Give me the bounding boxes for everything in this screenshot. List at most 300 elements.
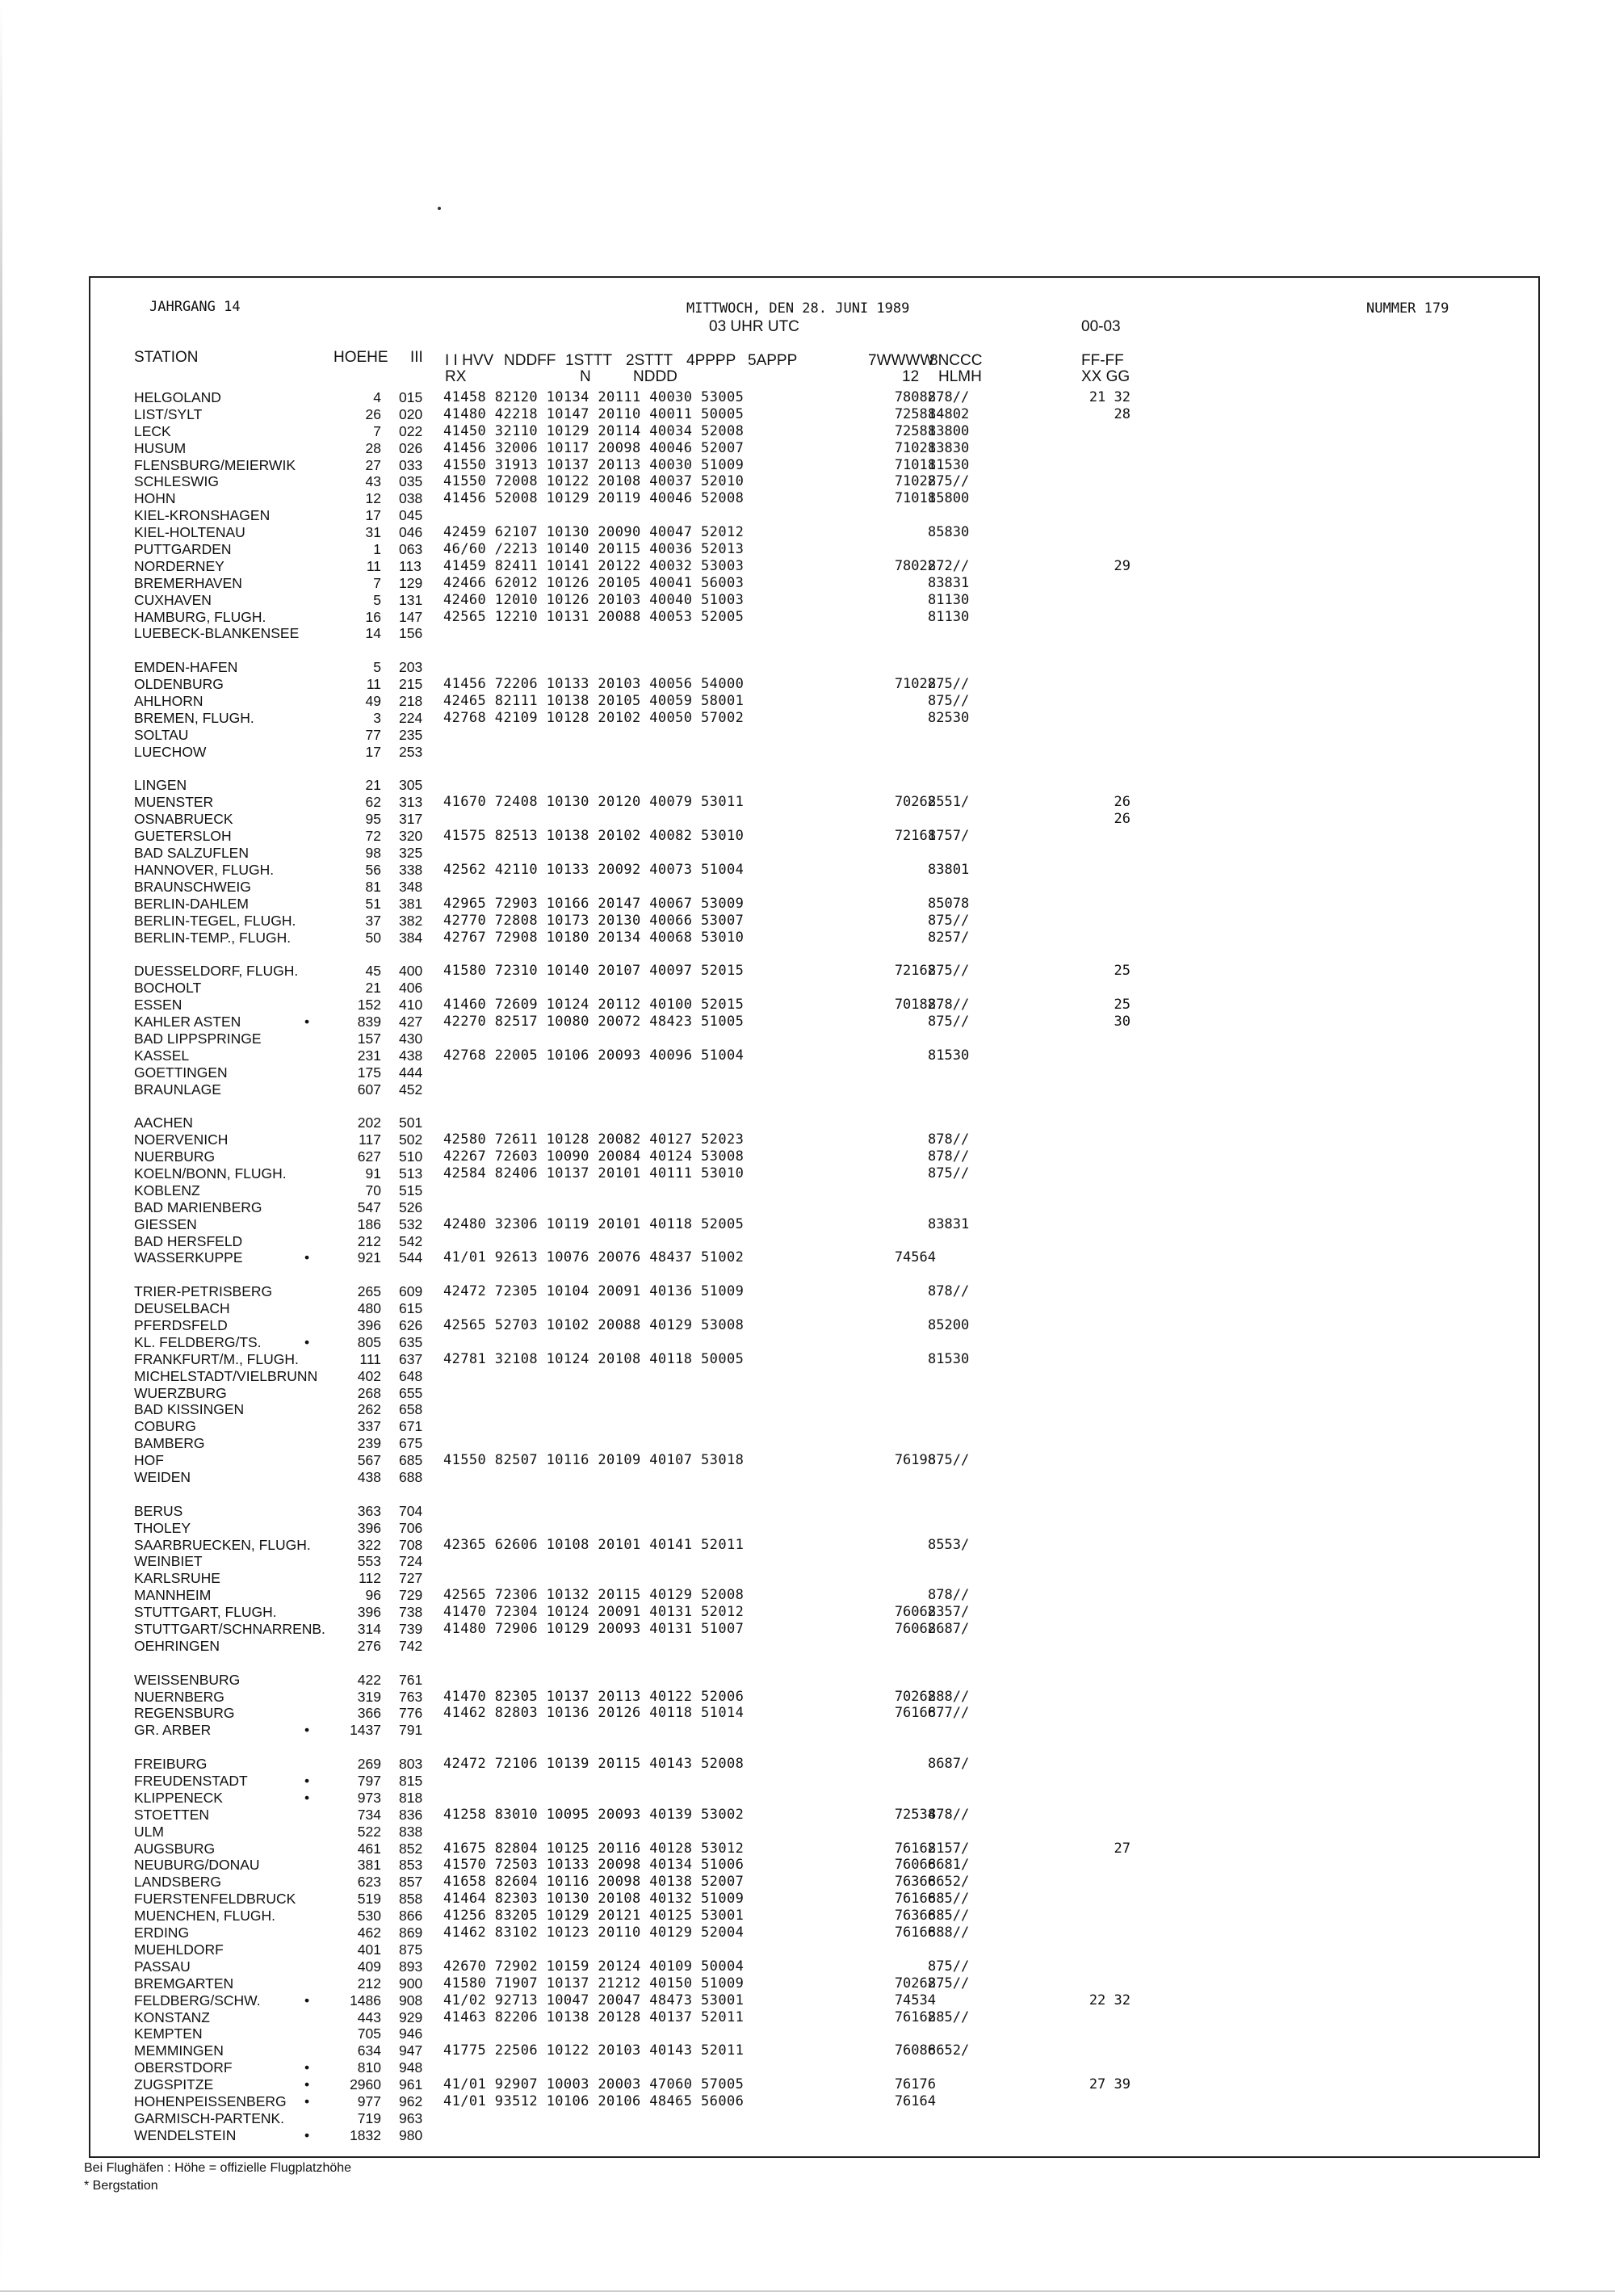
synop-groups: 41459 82411 10141 20122 40032 53003 xyxy=(443,557,745,574)
cloud-group: 81530 xyxy=(928,1350,970,1367)
table-row xyxy=(0,727,1615,744)
station-name: BREMEN, FLUGH. xyxy=(134,709,254,726)
table-row xyxy=(0,1975,1615,1992)
station-index: 218 xyxy=(399,693,423,710)
col-g5: 4PPPP xyxy=(686,352,736,369)
station-height: 28 xyxy=(365,439,381,456)
station-index: 305 xyxy=(399,777,423,794)
table-row xyxy=(0,879,1615,896)
station-height: 49 xyxy=(365,693,381,710)
station-height: 396 xyxy=(357,1519,381,1536)
synop-groups: 42584 82406 10137 20101 40111 53010 xyxy=(443,1165,745,1182)
table-row xyxy=(0,2025,1615,2042)
station-name: AHLHORN xyxy=(134,693,203,710)
cloud-group: 885// xyxy=(928,1908,970,1925)
station-index: 609 xyxy=(399,1283,423,1300)
mountain-station-marker: • xyxy=(304,1013,310,1030)
cloud-group: 8157/ xyxy=(928,1840,970,1857)
station-name: HOHENPEISSENBERG xyxy=(134,2092,287,2109)
station-height: 202 xyxy=(357,1114,381,1131)
station-name: NUERBURG xyxy=(134,1148,216,1165)
station-height: 977 xyxy=(357,2092,381,2109)
station-index: 384 xyxy=(399,929,423,946)
station-name: HUSUM xyxy=(134,439,187,456)
weather-group: 71022 xyxy=(894,473,936,490)
station-index: 962 xyxy=(399,2092,423,2109)
cloud-group: 875// xyxy=(928,676,970,693)
station-table xyxy=(0,389,1615,2144)
synop-groups: 41775 22506 10122 20103 40143 52011 xyxy=(443,2042,745,2059)
station-name: KIEL-KRONSHAGEN xyxy=(134,507,271,524)
col-g1-bottom: RX xyxy=(445,368,467,385)
station-height: 31 xyxy=(365,524,381,541)
cloud-group: 878// xyxy=(928,1148,970,1165)
station-name: KARLSRUHE xyxy=(134,1570,220,1587)
time-range: 00-03 xyxy=(1081,318,1121,335)
weather-group: 72161 xyxy=(894,828,936,845)
table-row xyxy=(0,693,1615,710)
cloud-group: 85800 xyxy=(928,490,970,507)
cloud-group: 8257/ xyxy=(928,929,970,946)
station-name: PFERDSFELD xyxy=(134,1316,228,1333)
station-index: 742 xyxy=(399,1637,423,1654)
synop-groups: 42460 12010 10126 20103 40040 51003 xyxy=(443,591,745,608)
table-row xyxy=(0,1334,1615,1351)
station-height: 72 xyxy=(365,828,381,845)
station-height: 212 xyxy=(357,1975,381,1992)
station-name: TRIER-PETRISBERG xyxy=(134,1283,273,1300)
station-height: 797 xyxy=(357,1773,381,1790)
table-row xyxy=(0,845,1615,862)
station-index: 708 xyxy=(399,1536,423,1553)
table-row xyxy=(0,997,1615,1014)
station-name: COBURG xyxy=(134,1418,196,1435)
station-name: FREUDENSTADT xyxy=(134,1773,248,1790)
station-index: 038 xyxy=(399,490,423,507)
station-height: 2960 xyxy=(350,2076,381,2093)
table-row xyxy=(0,389,1615,406)
synop-groups: 41464 82303 10130 20108 40132 51009 xyxy=(443,1891,745,1908)
station-name: NEUBURG/DONAU xyxy=(134,1857,260,1874)
station-height: 14 xyxy=(365,625,381,642)
station-height: 50 xyxy=(365,929,381,946)
station-height: 381 xyxy=(357,1857,381,1874)
station-index: 215 xyxy=(399,676,423,693)
cloud-group: 81530 xyxy=(928,456,970,473)
group-separator xyxy=(0,946,1615,963)
table-row xyxy=(0,862,1615,879)
col-n-top: 8NCCC xyxy=(929,352,983,369)
table-row xyxy=(0,1891,1615,1908)
weather-group: 70262 xyxy=(894,1688,936,1705)
station-name: GARMISCH-PARTENK. xyxy=(134,2109,285,2126)
station-index: 156 xyxy=(399,625,423,642)
station-name: OBERSTDORF xyxy=(134,2059,233,2076)
station-height: 12 xyxy=(365,490,381,507)
table-row xyxy=(0,1165,1615,1182)
station-name: KONSTANZ xyxy=(134,2008,210,2025)
footnotes xyxy=(84,2160,351,2195)
table-row xyxy=(0,2042,1615,2059)
volume-label: JAHRGANG 14 xyxy=(149,299,241,315)
station-name: KOELN/BONN, FLUGH. xyxy=(134,1165,287,1182)
table-row xyxy=(0,1604,1615,1621)
station-index: 253 xyxy=(399,743,423,760)
weather-group: 72581 xyxy=(894,422,936,439)
mountain-station-marker: • xyxy=(304,1992,310,2008)
cloud-group: 83831 xyxy=(928,574,970,591)
station-height: 95 xyxy=(365,811,381,828)
cloud-group: 875// xyxy=(928,1975,970,1992)
synop-groups: 42466 62012 10126 20105 40041 56003 xyxy=(443,574,745,591)
station-height: 276 xyxy=(357,1637,381,1654)
station-height: 1832 xyxy=(350,2126,381,2143)
station-height: 212 xyxy=(357,1232,381,1249)
station-name: REGENSBURG xyxy=(134,1705,235,1722)
table-row xyxy=(0,1030,1615,1047)
table-row xyxy=(0,828,1615,845)
station-height: 175 xyxy=(357,1064,381,1081)
group-separator xyxy=(0,1655,1615,1672)
station-name: SOLTAU xyxy=(134,726,189,743)
station-name: SAARBRUECKEN, FLUGH. xyxy=(134,1536,311,1553)
station-index: 875 xyxy=(399,1941,423,1958)
station-name: KOBLENZ xyxy=(134,1182,200,1198)
weather-group: 76066 xyxy=(894,1857,936,1874)
synop-groups: 42565 12210 10131 20088 40053 52005 xyxy=(443,608,745,625)
station-name: GOETTINGEN xyxy=(134,1064,228,1081)
station-name: HANNOVER, FLUGH. xyxy=(134,861,275,878)
station-index: 706 xyxy=(399,1519,423,1536)
station-height: 734 xyxy=(357,1806,381,1823)
station-index: 961 xyxy=(399,2076,423,2093)
synop-groups: 42465 82111 10138 20105 40059 58001 xyxy=(443,693,745,710)
station-height: 1486 xyxy=(350,1992,381,2008)
station-index: 320 xyxy=(399,828,423,845)
table-row xyxy=(0,913,1615,930)
station-index: 147 xyxy=(399,608,423,625)
station-name: GUETERSLOH xyxy=(134,828,232,845)
station-height: 480 xyxy=(357,1300,381,1317)
station-name: MUEHLDORF xyxy=(134,1941,224,1958)
synop-groups: 41/01 93512 10106 20106 48465 56006 xyxy=(443,2092,745,2109)
station-name: KEMPTEN xyxy=(134,2025,203,2042)
table-row xyxy=(0,524,1615,541)
station-height: 607 xyxy=(357,1081,381,1098)
col-n-bottom: HLMH xyxy=(938,368,982,385)
station-index: 045 xyxy=(399,507,423,524)
synop-groups: 41670 72408 10130 20120 40079 53011 xyxy=(443,794,745,811)
synop-groups: 42580 72611 10128 20082 40127 52023 xyxy=(443,1131,745,1148)
cloud-group: 83800 xyxy=(928,422,970,439)
station-index: 544 xyxy=(399,1249,423,1266)
station-name: NORDERNEY xyxy=(134,557,224,574)
station-name: FLENSBURG/MEIERWIK xyxy=(134,456,296,473)
station-name: CUXHAVEN xyxy=(134,591,212,608)
station-index: 501 xyxy=(399,1114,423,1131)
weather-group: 71021 xyxy=(894,439,936,456)
station-height: 37 xyxy=(365,912,381,929)
station-height: 7 xyxy=(373,422,381,439)
station-height: 366 xyxy=(357,1705,381,1722)
station-name: KLIPPENECK xyxy=(134,1789,223,1806)
synop-groups: 41675 82804 10125 20116 40128 53012 xyxy=(443,1840,745,1857)
synop-groups: 42459 62107 10130 20090 40047 52012 xyxy=(443,524,745,541)
weather-group: 70262 xyxy=(894,794,936,811)
cloud-group: 878// xyxy=(928,997,970,1014)
station-height: 262 xyxy=(357,1401,381,1418)
table-row xyxy=(0,1807,1615,1824)
mountain-station-marker: • xyxy=(304,1722,310,1739)
station-height: 17 xyxy=(365,743,381,760)
station-height: 337 xyxy=(357,1418,381,1435)
wind-gust-group: 26 xyxy=(1114,811,1130,828)
table-row xyxy=(0,2110,1615,2127)
cloud-group: 875// xyxy=(928,963,970,980)
table-row xyxy=(0,423,1615,440)
station-height: 269 xyxy=(357,1756,381,1773)
station-index: 015 xyxy=(399,389,423,405)
station-name: ULM xyxy=(134,1823,164,1840)
cloud-group: 81130 xyxy=(928,608,970,625)
station-name: MANNHEIM xyxy=(134,1587,212,1604)
table-row xyxy=(0,1249,1615,1266)
cloud-group: 83830 xyxy=(928,439,970,456)
table-row xyxy=(0,440,1615,457)
station-height: 239 xyxy=(357,1435,381,1452)
table-row xyxy=(0,2093,1615,2110)
table-row xyxy=(0,811,1615,828)
weather-group: 72581 xyxy=(894,405,936,422)
station-index: 853 xyxy=(399,1857,423,1874)
station-height: 705 xyxy=(357,2025,381,2042)
station-index: 615 xyxy=(399,1300,423,1317)
synop-groups: 41580 72310 10140 20107 40097 52015 xyxy=(443,963,745,980)
cloud-group: 878// xyxy=(928,1283,970,1300)
col-ff-top: FF-FF xyxy=(1081,352,1124,369)
table-row xyxy=(0,625,1615,642)
weather-group: 71011 xyxy=(894,456,936,473)
station-index: 946 xyxy=(399,2025,423,2042)
weather-group: 76366 xyxy=(894,1874,936,1891)
station-name: NUERNBERG xyxy=(134,1688,224,1705)
station-height: 409 xyxy=(357,1958,381,1975)
table-row xyxy=(0,963,1615,980)
station-height: 81 xyxy=(365,878,381,895)
table-row xyxy=(0,406,1615,423)
cloud-group: 877// xyxy=(928,1705,970,1722)
table-row xyxy=(0,1199,1615,1216)
station-index: 838 xyxy=(399,1823,423,1840)
station-name: LUECHOW xyxy=(134,743,207,760)
station-name: OSNABRUECK xyxy=(134,811,233,828)
station-name: LIST/SYLT xyxy=(134,405,203,422)
cloud-group: 8652/ xyxy=(928,1874,970,1891)
synop-groups: 42565 52703 10102 20088 40129 53008 xyxy=(443,1316,745,1333)
station-index: 869 xyxy=(399,1925,423,1941)
station-height: 17 xyxy=(365,507,381,524)
station-name: FRANKFURT/M., FLUGH. xyxy=(134,1350,299,1367)
synop-groups: 41/01 92613 10076 20076 48437 51002 xyxy=(443,1249,745,1266)
station-name: STUTTGART/SCHNARRENB. xyxy=(134,1621,325,1638)
station-name: LANDSBERG xyxy=(134,1874,221,1891)
cloud-group: 81130 xyxy=(928,591,970,608)
table-row xyxy=(0,710,1615,727)
mountain-station-marker: • xyxy=(304,2059,310,2076)
table-row xyxy=(0,1233,1615,1250)
station-index: 410 xyxy=(399,997,423,1014)
cloud-group: 875// xyxy=(928,1452,970,1469)
station-name: WEINBIET xyxy=(134,1553,203,1570)
table-row xyxy=(0,2076,1615,2093)
synop-groups: 42472 72305 10104 20091 40136 51009 xyxy=(443,1283,745,1300)
table-row xyxy=(0,1621,1615,1638)
synop-groups: 41/02 92713 10047 20047 48473 53001 xyxy=(443,1992,745,2008)
cloud-group: 8652/ xyxy=(928,2042,970,2059)
synop-groups: 42270 82517 10080 20072 48423 51005 xyxy=(443,1013,745,1030)
cloud-group: 872// xyxy=(928,557,970,574)
table-row xyxy=(0,896,1615,913)
table-row xyxy=(0,1874,1615,1891)
station-name: BRAUNLAGE xyxy=(134,1081,221,1098)
synop-groups: 42781 32108 10124 20108 40118 50005 xyxy=(443,1350,745,1367)
station-name: STUTTGART, FLUGH. xyxy=(134,1604,277,1621)
station-height: 422 xyxy=(357,1671,381,1688)
table-row xyxy=(0,980,1615,997)
station-index: 963 xyxy=(399,2109,423,2126)
synop-groups: 46/60 /2213 10140 20115 40036 52013 xyxy=(443,541,745,558)
table-row xyxy=(0,1722,1615,1739)
weather-group: 76176 xyxy=(894,2076,936,2093)
station-index: 427 xyxy=(399,1013,423,1030)
table-row xyxy=(0,1790,1615,1807)
col-ff-bottom: XX GG xyxy=(1081,368,1130,385)
col-ww-bottom: 12 xyxy=(902,368,920,385)
group-separator xyxy=(0,1098,1615,1114)
table-row xyxy=(0,1300,1615,1317)
cloud-group: 8687/ xyxy=(928,1621,970,1638)
table-row xyxy=(0,1908,1615,1925)
synop-groups: 41460 72609 10124 20112 40100 52015 xyxy=(443,997,745,1014)
station-index: 857 xyxy=(399,1874,423,1891)
wind-gust-group: 30 xyxy=(1114,1013,1130,1030)
station-index: 313 xyxy=(399,794,423,811)
col-hoehe: HOEHE xyxy=(333,349,388,366)
station-name: BREMERHAVEN xyxy=(134,574,242,591)
station-height: 62 xyxy=(365,794,381,811)
station-index: 738 xyxy=(399,1604,423,1621)
station-height: 4 xyxy=(373,389,381,405)
group-separator xyxy=(0,642,1615,659)
weather-group: 78082 xyxy=(894,389,936,405)
station-height: 396 xyxy=(357,1316,381,1333)
weather-group: 71011 xyxy=(894,490,936,507)
synop-groups: 41470 72304 10124 20091 40131 52012 xyxy=(443,1604,745,1621)
synop-groups: 42670 72902 10159 20124 40109 50004 xyxy=(443,1958,745,1975)
weather-group: 78022 xyxy=(894,557,936,574)
cloud-group: 888// xyxy=(928,1688,970,1705)
station-name: LINGEN xyxy=(134,777,187,794)
mountain-station-marker: • xyxy=(304,2092,310,2109)
weather-group: 76162 xyxy=(894,2008,936,2025)
station-index: 704 xyxy=(399,1502,423,1519)
station-index: 510 xyxy=(399,1148,423,1165)
synop-groups: 42965 72903 10166 20147 40067 53009 xyxy=(443,895,745,912)
cloud-group: 875// xyxy=(928,693,970,710)
station-index: 317 xyxy=(399,811,423,828)
col-g3-top: 1STTT xyxy=(565,352,613,369)
scan-speck xyxy=(438,207,441,210)
station-index: 063 xyxy=(399,541,423,558)
col-g4-top: 2STTT xyxy=(626,352,673,369)
station-index: 381 xyxy=(399,895,423,912)
station-height: 3 xyxy=(373,709,381,726)
synop-groups: 42267 72603 10090 20084 40124 53008 xyxy=(443,1148,745,1165)
station-index: 338 xyxy=(399,861,423,878)
station-height: 401 xyxy=(357,1941,381,1958)
station-height: 363 xyxy=(357,1502,381,1519)
station-height: 7 xyxy=(373,574,381,591)
station-index: 224 xyxy=(399,709,423,726)
station-index: 791 xyxy=(399,1722,423,1739)
weather-group: 76062 xyxy=(894,1621,936,1638)
table-row xyxy=(0,930,1615,947)
station-index: 675 xyxy=(399,1435,423,1452)
station-name: MUENSTER xyxy=(134,794,214,811)
station-name: MICHELSTADT/VIELBRUNN xyxy=(134,1367,318,1384)
table-row xyxy=(0,1958,1615,1975)
station-name: FELDBERG/SCHW. xyxy=(134,1992,261,2008)
station-name: DEUSELBACH xyxy=(134,1300,230,1317)
cloud-group: 8551/ xyxy=(928,794,970,811)
cloud-group: 875// xyxy=(928,473,970,490)
station-height: 16 xyxy=(365,608,381,625)
cloud-group: 85200 xyxy=(928,1316,970,1333)
station-index: 637 xyxy=(399,1350,423,1367)
weather-group: 76164 xyxy=(894,2092,936,2109)
station-index: 739 xyxy=(399,1621,423,1638)
cloud-group: 885// xyxy=(928,1891,970,1908)
table-row xyxy=(0,1368,1615,1385)
col-ww-top: 7WWWW xyxy=(868,352,935,369)
table-row xyxy=(0,2009,1615,2026)
table-row xyxy=(0,592,1615,609)
station-height: 45 xyxy=(365,963,381,980)
weather-group: 70182 xyxy=(894,997,936,1014)
cloud-group: 8687/ xyxy=(928,1756,970,1773)
table-row xyxy=(0,1351,1615,1368)
table-row xyxy=(0,1317,1615,1334)
table-row xyxy=(0,1385,1615,1402)
station-height: 112 xyxy=(359,1570,381,1587)
weather-group: 76166 xyxy=(894,1705,936,1722)
station-name: BERLIN-TEGEL, FLUGH. xyxy=(134,912,296,929)
station-name: OEHRINGEN xyxy=(134,1637,220,1654)
station-height: 396 xyxy=(357,1604,381,1621)
table-row xyxy=(0,1283,1615,1300)
synop-groups: 41463 82206 10138 20128 40137 52011 xyxy=(443,2008,745,2025)
station-index: 763 xyxy=(399,1688,423,1705)
table-row xyxy=(0,777,1615,794)
table-row xyxy=(0,1131,1615,1148)
cloud-group: 8757/ xyxy=(928,828,970,845)
table-row xyxy=(0,1941,1615,1958)
station-name: HOF xyxy=(134,1452,164,1469)
station-height: 921 xyxy=(357,1249,381,1266)
synop-groups: 41256 83205 10129 20121 40125 53001 xyxy=(443,1908,745,1925)
table-row xyxy=(0,744,1615,761)
station-index: 908 xyxy=(399,1992,423,2008)
